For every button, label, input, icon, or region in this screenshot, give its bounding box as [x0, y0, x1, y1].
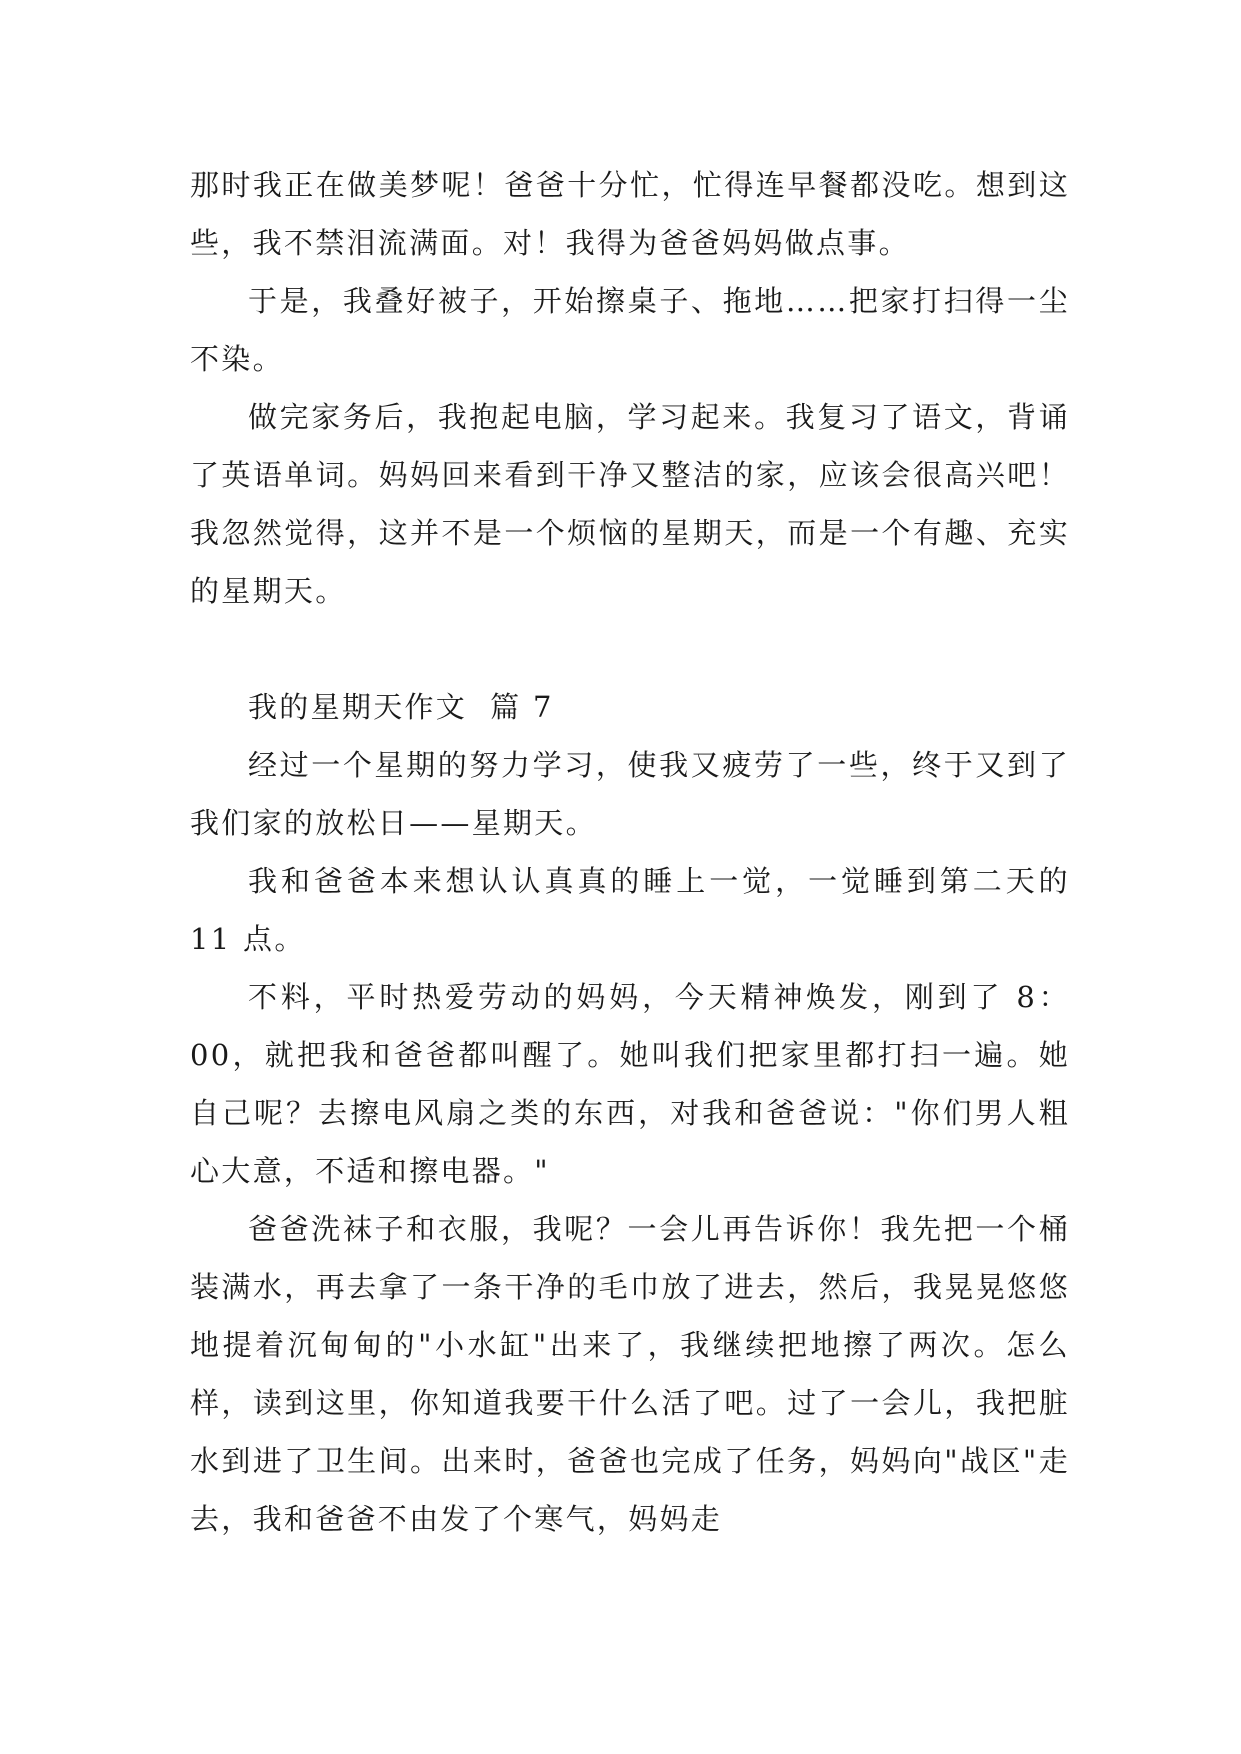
section-title: 我的星期天作文 [248, 690, 468, 724]
section-gap [190, 620, 1070, 678]
paragraph: 我和爸爸本来想认认真真的睡上一觉，一觉睡到第二天的 11 点。 [190, 864, 1070, 956]
paragraph: 做完家务后，我抱起电脑，学习起来。我复习了语文，背诵了英语单词。妈妈回来看到干净又整洁的家，应该会很高兴吧！我忽然觉得，这并不是一个烦恼的星期天，而是一个有趣、充实的星期天。 [190, 400, 1070, 608]
paragraph: 经过一个星期的努力学习，使我又疲劳了一些，终于又到了我们家的放松日——星期天。 [190, 748, 1070, 840]
document-page [190, 156, 1070, 1548]
section-number: 篇 7 [490, 690, 554, 724]
paragraph: 不料，平时热爱劳动的妈妈，今天精神焕发，刚到了 8：00，就把我和爸爸都叫醒了。她叫我们把家里都打扫一遍。她自己呢？去擦电风扇之类的东西，对我和爸爸说："你们男人粗心大意，不适和擦电器。" [190, 980, 1070, 1188]
paragraph: 那时我正在做美梦呢！爸爸十分忙，忙得连早餐都没吃。想到这些，我不禁泪流满面。对！我得为爸爸妈妈做点事。 [190, 168, 1070, 260]
paragraph: 爸爸洗袜子和衣服，我呢？一会儿再告诉你！我先把一个桶装满水，再去拿了一条干净的毛巾放了进去，然后，我晃晃悠悠地提着沉甸甸的"小水缸"出来了，我继续把地擦了两次。怎么样，读到这里，你知道我要干什么活了吧。过了一会儿，我把脏水到进了卫生间。出来时，爸爸也完成了任务，妈妈向"战区"走去，我和爸爸不由发了个寒气，妈妈走 [190, 1212, 1070, 1536]
section-heading [190, 678, 1070, 736]
paragraph: 于是，我叠好被子，开始擦桌子、拖地……把家打扫得一尘不染。 [190, 284, 1070, 376]
